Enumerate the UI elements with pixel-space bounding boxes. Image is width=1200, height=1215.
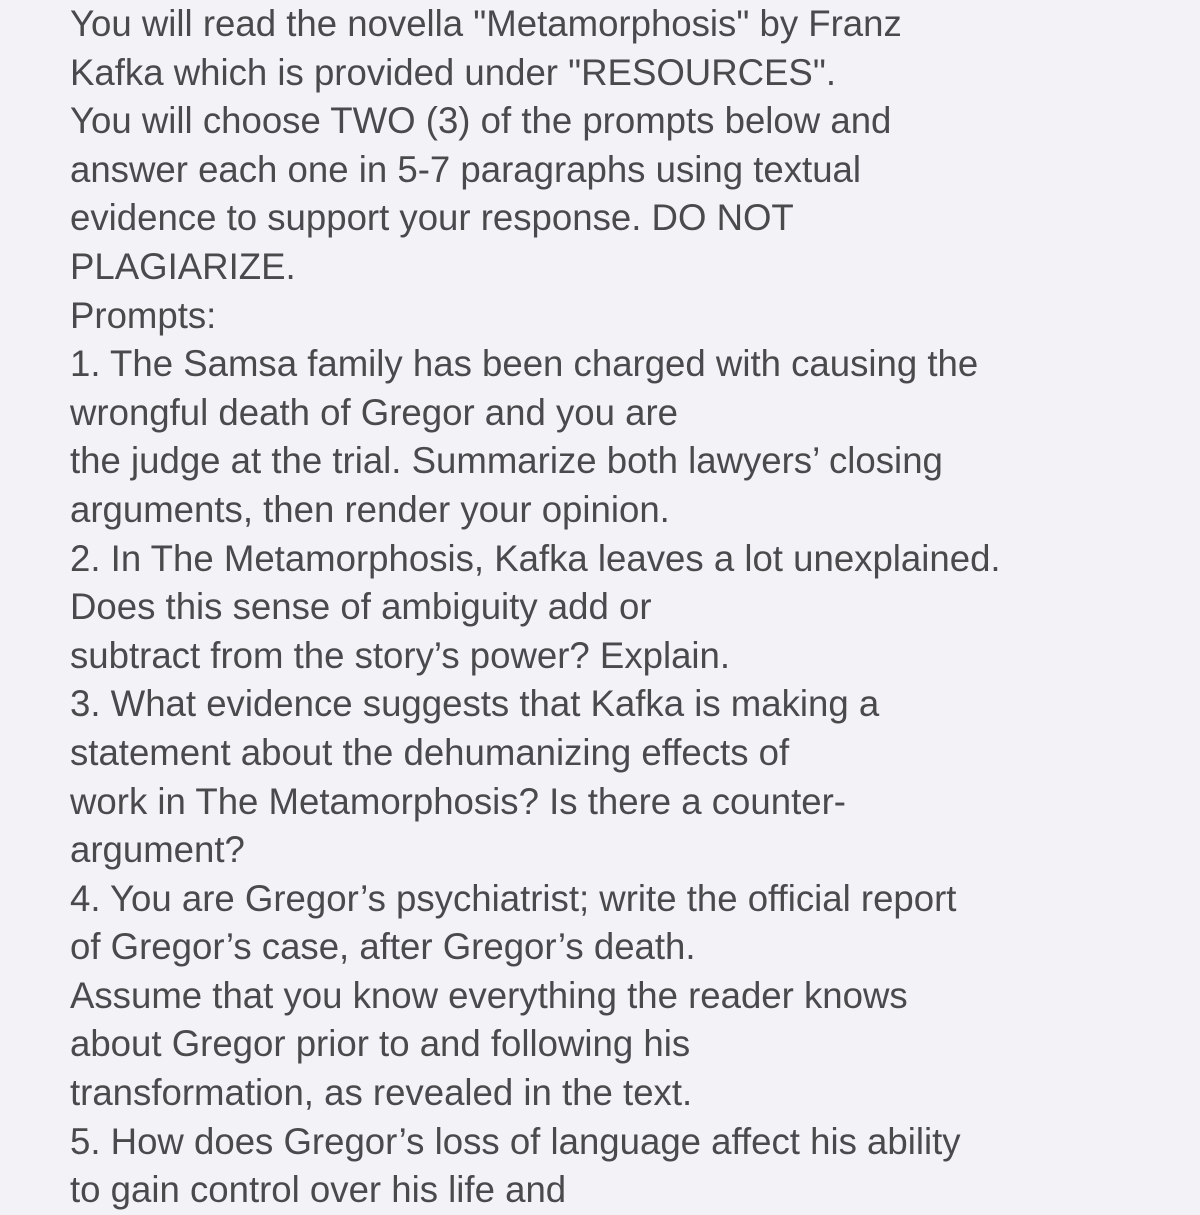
prompt-2-line: subtract from the story’s power? Explain.	[70, 634, 731, 676]
prompt-4-line: of Gregor’s case, after Gregor’s death.	[70, 926, 696, 968]
prompt-1-line: 1. The Samsa family has been charged with causing the	[70, 343, 979, 385]
prompt-1-line: wrongful death of Gregor and you are	[70, 391, 678, 433]
prompt-3-line: work in The Metamorphosis? Is there a counter-	[70, 780, 846, 822]
prompt-4-line: Assume that you know everything the reader knows	[70, 974, 908, 1016]
text-line: PLAGIARIZE.	[70, 245, 296, 287]
text-line: answer each one in 5-7 paragraphs using textual	[70, 148, 862, 190]
prompt-5-line: 5. How does Gregor’s loss of language affect his ability	[70, 1120, 961, 1162]
prompts-heading: Prompts:	[70, 294, 217, 336]
prompt-3-line: 3. What evidence suggests that Kafka is making a	[70, 683, 880, 725]
assignment-text	[70, 0, 1195, 1215]
text-line: Kafka which is provided under "RESOURCES".	[70, 51, 836, 93]
prompt-5-line: to gain control over his life and	[70, 1169, 567, 1211]
prompt-4-line: about Gregor prior to and following his	[70, 1023, 691, 1065]
text-line: You will choose TWO (3) of the prompts below and	[70, 100, 892, 142]
prompt-2-line: 2. In The Metamorphosis, Kafka leaves a lot unexplained.	[70, 537, 1001, 579]
text-line: You will read the novella "Metamorphosis" by Franz	[70, 3, 902, 44]
prompt-4-line: 4. You are Gregor’s psychiatrist; write the official report	[70, 877, 957, 919]
prompt-4-line: transformation, as revealed in the text.	[70, 1072, 693, 1114]
prompt-1-line: the judge at the trial. Summarize both lawyers’ closing	[70, 440, 943, 482]
prompt-3-line: argument?	[70, 829, 245, 871]
prompt-2-line: Does this sense of ambiguity add or	[70, 586, 652, 628]
text-line: evidence to support your response. DO NOT	[70, 197, 794, 239]
prompt-3-line: statement about the dehumanizing effects of	[70, 731, 790, 773]
prompt-1-line: arguments, then render your opinion.	[70, 488, 670, 530]
